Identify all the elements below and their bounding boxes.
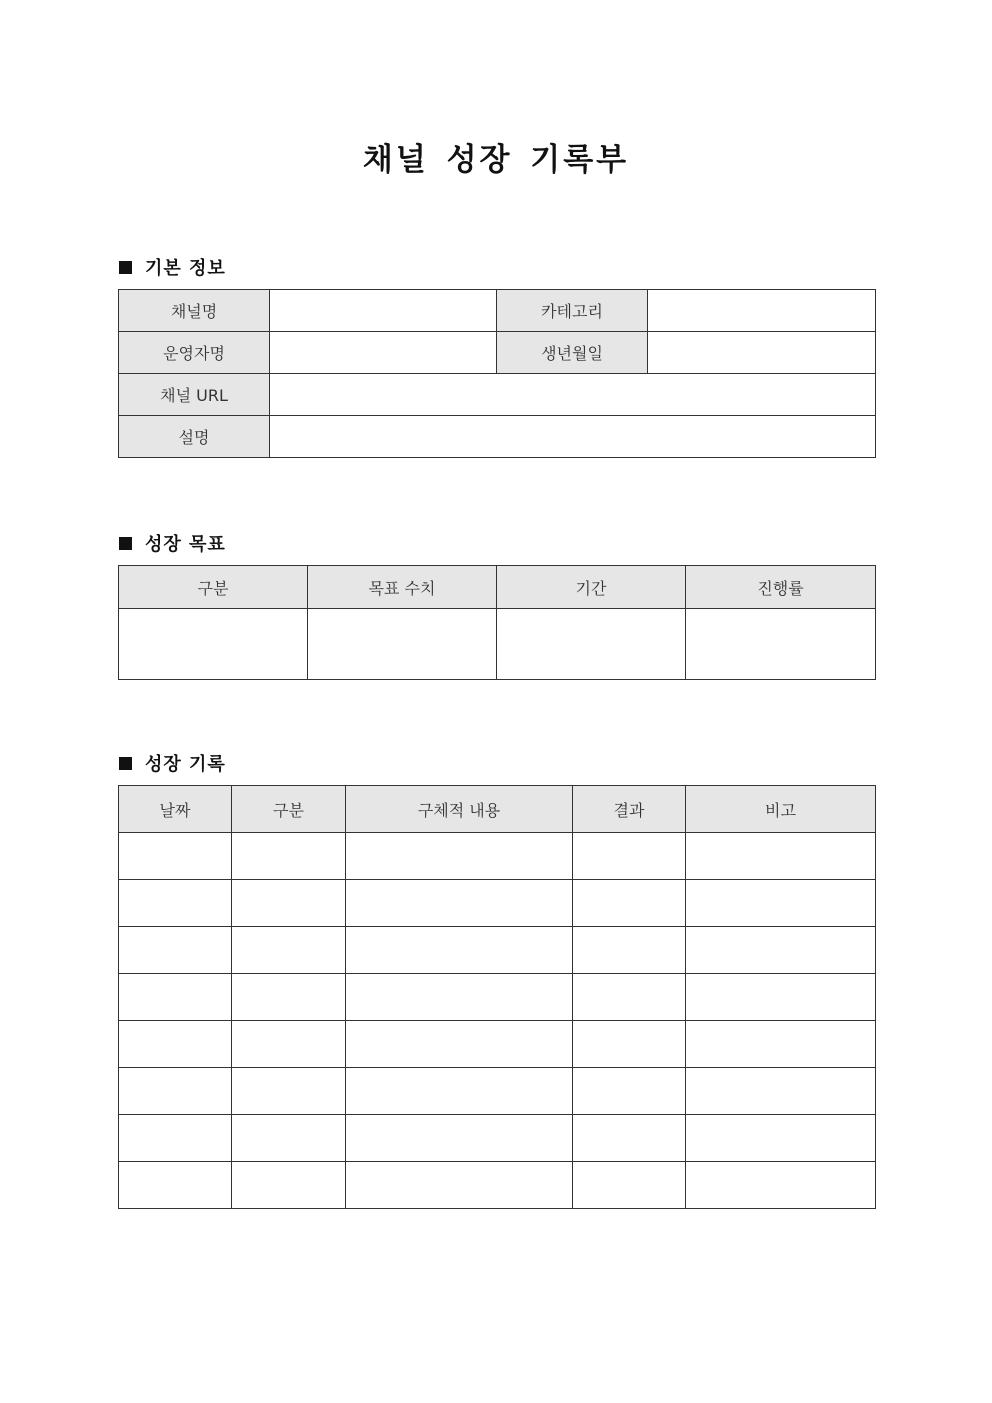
section-heading-text: 성장 목표 <box>145 534 226 555</box>
channel-url-field[interactable] <box>270 374 876 416</box>
record-date-cell[interactable] <box>119 1068 232 1115</box>
birthdate-field[interactable] <box>648 332 876 374</box>
goal-category-cell[interactable] <box>119 609 308 680</box>
basic-info-table <box>118 289 876 458</box>
goal-progress-cell[interactable] <box>686 609 876 680</box>
document-title: 채널 성장 기록부 <box>362 142 630 178</box>
record-details-cell[interactable] <box>346 927 573 974</box>
record-details-cell[interactable] <box>346 1115 573 1162</box>
category-field[interactable] <box>648 290 876 332</box>
record-category-cell[interactable] <box>232 1115 346 1162</box>
record-date-cell[interactable] <box>119 1162 232 1209</box>
record-notes-cell[interactable] <box>686 974 876 1021</box>
channel-url-label: 채널 URL <box>119 374 270 416</box>
section-heading-text: 성장 기록 <box>145 754 226 775</box>
square-bullet-icon <box>119 261 132 274</box>
growth-record-table <box>118 785 876 1209</box>
record-result-cell[interactable] <box>573 1068 686 1115</box>
record-date-cell[interactable] <box>119 1021 232 1068</box>
record-details-cell[interactable] <box>346 1021 573 1068</box>
channel-name-field[interactable] <box>270 290 497 332</box>
record-details-cell[interactable] <box>346 1068 573 1115</box>
category-label: 카테고리 <box>497 290 648 332</box>
table-row <box>119 927 876 974</box>
channel-name-label: 채널명 <box>119 290 270 332</box>
record-result-cell[interactable] <box>573 880 686 927</box>
table-row <box>119 974 876 1021</box>
column-header-details: 구체적 내용 <box>346 786 573 833</box>
record-result-cell[interactable] <box>573 1162 686 1209</box>
record-category-cell[interactable] <box>232 974 346 1021</box>
column-header-date: 날짜 <box>119 786 232 833</box>
table-row <box>119 1115 876 1162</box>
description-field[interactable] <box>270 416 876 458</box>
record-notes-cell[interactable] <box>686 1162 876 1209</box>
table-header-row <box>119 566 876 609</box>
record-category-cell[interactable] <box>232 1162 346 1209</box>
record-table-body <box>119 833 876 1209</box>
goal-target-cell[interactable] <box>308 609 497 680</box>
table-row <box>119 880 876 927</box>
record-category-cell[interactable] <box>232 880 346 927</box>
record-date-cell[interactable] <box>119 880 232 927</box>
record-notes-cell[interactable] <box>686 927 876 974</box>
record-date-cell[interactable] <box>119 927 232 974</box>
record-category-cell[interactable] <box>232 927 346 974</box>
table-row <box>119 609 876 680</box>
column-header-result: 결과 <box>573 786 686 833</box>
section-heading-growth-goal <box>119 530 226 556</box>
record-date-cell[interactable] <box>119 1115 232 1162</box>
table-row <box>119 1068 876 1115</box>
record-notes-cell[interactable] <box>686 1021 876 1068</box>
record-result-cell[interactable] <box>573 833 686 880</box>
record-date-cell[interactable] <box>119 974 232 1021</box>
record-notes-cell[interactable] <box>686 880 876 927</box>
section-heading-basic-info <box>119 254 226 280</box>
goal-period-cell[interactable] <box>497 609 686 680</box>
record-details-cell[interactable] <box>346 833 573 880</box>
record-details-cell[interactable] <box>346 974 573 1021</box>
record-result-cell[interactable] <box>573 1115 686 1162</box>
section-heading-growth-record <box>119 750 226 776</box>
column-header-progress: 진행률 <box>686 566 876 609</box>
record-notes-cell[interactable] <box>686 833 876 880</box>
record-notes-cell[interactable] <box>686 1115 876 1162</box>
section-heading-text: 기본 정보 <box>145 258 226 279</box>
description-label: 설명 <box>119 416 270 458</box>
record-result-cell[interactable] <box>573 927 686 974</box>
growth-goal-table <box>118 565 876 680</box>
column-header-category: 구분 <box>119 566 308 609</box>
column-header-target-value: 목표 수치 <box>308 566 497 609</box>
record-category-cell[interactable] <box>232 833 346 880</box>
table-header-row <box>119 786 876 833</box>
table-row <box>119 290 876 332</box>
table-row <box>119 1162 876 1209</box>
record-date-cell[interactable] <box>119 833 232 880</box>
table-row <box>119 332 876 374</box>
record-details-cell[interactable] <box>346 1162 573 1209</box>
table-row <box>119 416 876 458</box>
record-result-cell[interactable] <box>573 1021 686 1068</box>
record-category-cell[interactable] <box>232 1068 346 1115</box>
birthdate-label: 생년월일 <box>497 332 648 374</box>
square-bullet-icon <box>119 757 132 770</box>
record-category-cell[interactable] <box>232 1021 346 1068</box>
operator-field[interactable] <box>270 332 497 374</box>
column-header-category: 구분 <box>232 786 346 833</box>
operator-label: 운영자명 <box>119 332 270 374</box>
table-row <box>119 1021 876 1068</box>
table-row <box>119 374 876 416</box>
record-details-cell[interactable] <box>346 880 573 927</box>
record-result-cell[interactable] <box>573 974 686 1021</box>
column-header-notes: 비고 <box>686 786 876 833</box>
square-bullet-icon <box>119 537 132 550</box>
record-notes-cell[interactable] <box>686 1068 876 1115</box>
column-header-period: 기간 <box>497 566 686 609</box>
table-row <box>119 833 876 880</box>
